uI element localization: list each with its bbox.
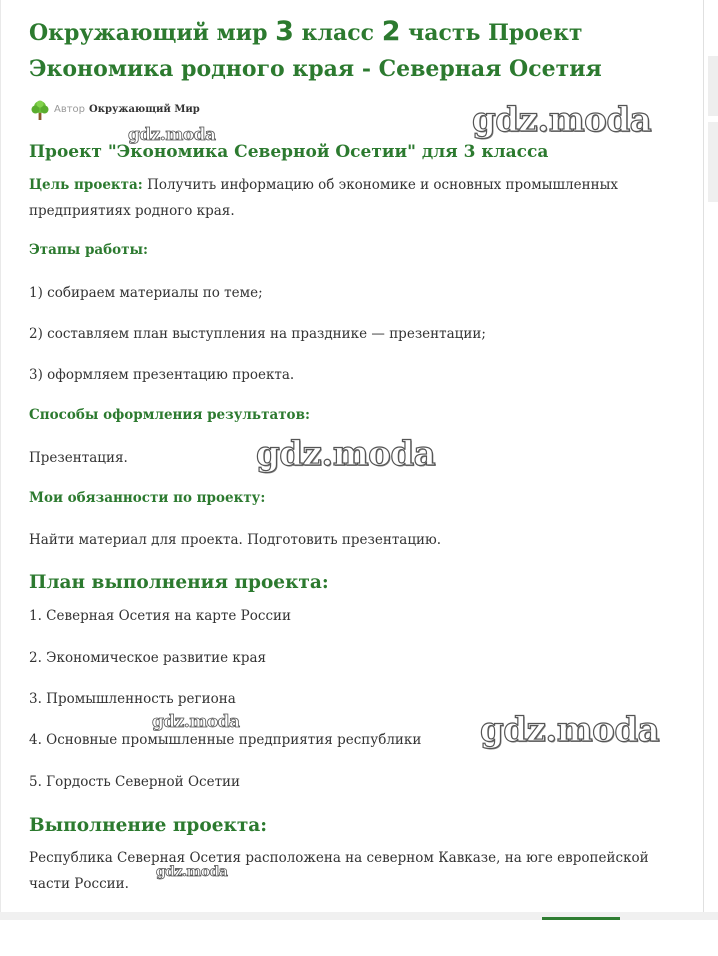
watermark: gdz.moda <box>156 864 228 880</box>
goal-label: Цель проекта: <box>29 177 143 193</box>
watermark: gdz.moda <box>152 712 240 732</box>
execution-heading: Выполнение проекта: <box>29 815 268 836</box>
tree-icon <box>29 99 51 121</box>
plan-item: 5. Гордость Северной Осетии <box>29 774 241 790</box>
ad-block[interactable] <box>708 56 718 116</box>
methods-text: Презентация. <box>29 450 128 466</box>
watermark: gdz.moda <box>472 100 652 140</box>
stage-item: 2) составляем план выступления на празднике — презентации; <box>29 326 486 342</box>
stage-item: 3) оформляем презентацию проекта. <box>29 367 295 383</box>
watermark: gdz.moda <box>480 710 660 750</box>
execution-text: Республика Северная Осетия расположена на северном Кавказе, на юге европейской части России. <box>29 850 649 892</box>
footer-accent-line <box>542 917 620 920</box>
watermark: gdz.moda <box>256 434 436 474</box>
plan-heading: План выполнения проекта: <box>29 572 329 593</box>
stages-heading: Этапы работы: <box>29 242 149 258</box>
title-part-1: Окружающий мир <box>29 20 276 46</box>
plan-item: 4. Основные промышленные предприятия республики <box>29 732 422 748</box>
author-line <box>29 99 200 121</box>
duties-heading: Мои обязанности по проекту: <box>29 490 266 506</box>
project-goal <box>29 172 689 224</box>
title-line-2: Экономика родного края - Северная Осетия <box>29 56 602 82</box>
sidebar-strip <box>704 0 718 912</box>
ad-block[interactable] <box>708 122 718 202</box>
plan-item: 2. Экономическое развитие края <box>29 650 267 666</box>
methods-heading: Способы оформления результатов: <box>29 407 310 423</box>
goal-text: Получить информацию об экономике и основных промышленных предприятиях родного края. <box>29 177 618 219</box>
duties-text: Найти материал для проекта. Подготовить презентацию. <box>29 532 442 548</box>
author-label: Автор <box>54 104 86 115</box>
project-heading: Проект "Экономика Северной Осетии" для 3 класса <box>29 142 549 162</box>
watermark: gdz.moda <box>128 125 216 145</box>
stage-item: 1) собираем материалы по теме; <box>29 285 263 301</box>
title-grade: 3 <box>275 16 294 47</box>
title-part-number: 2 <box>381 16 401 47</box>
plan-item: 3. Промышленность региона <box>29 691 236 707</box>
plan-item: 1. Северная Осетия на карте России <box>29 608 292 624</box>
author-name[interactable]: Окружающий Мир <box>89 104 200 115</box>
title-part-2: класс <box>293 20 382 46</box>
title-part-3: часть Проект <box>400 20 583 46</box>
page-title <box>29 14 689 87</box>
